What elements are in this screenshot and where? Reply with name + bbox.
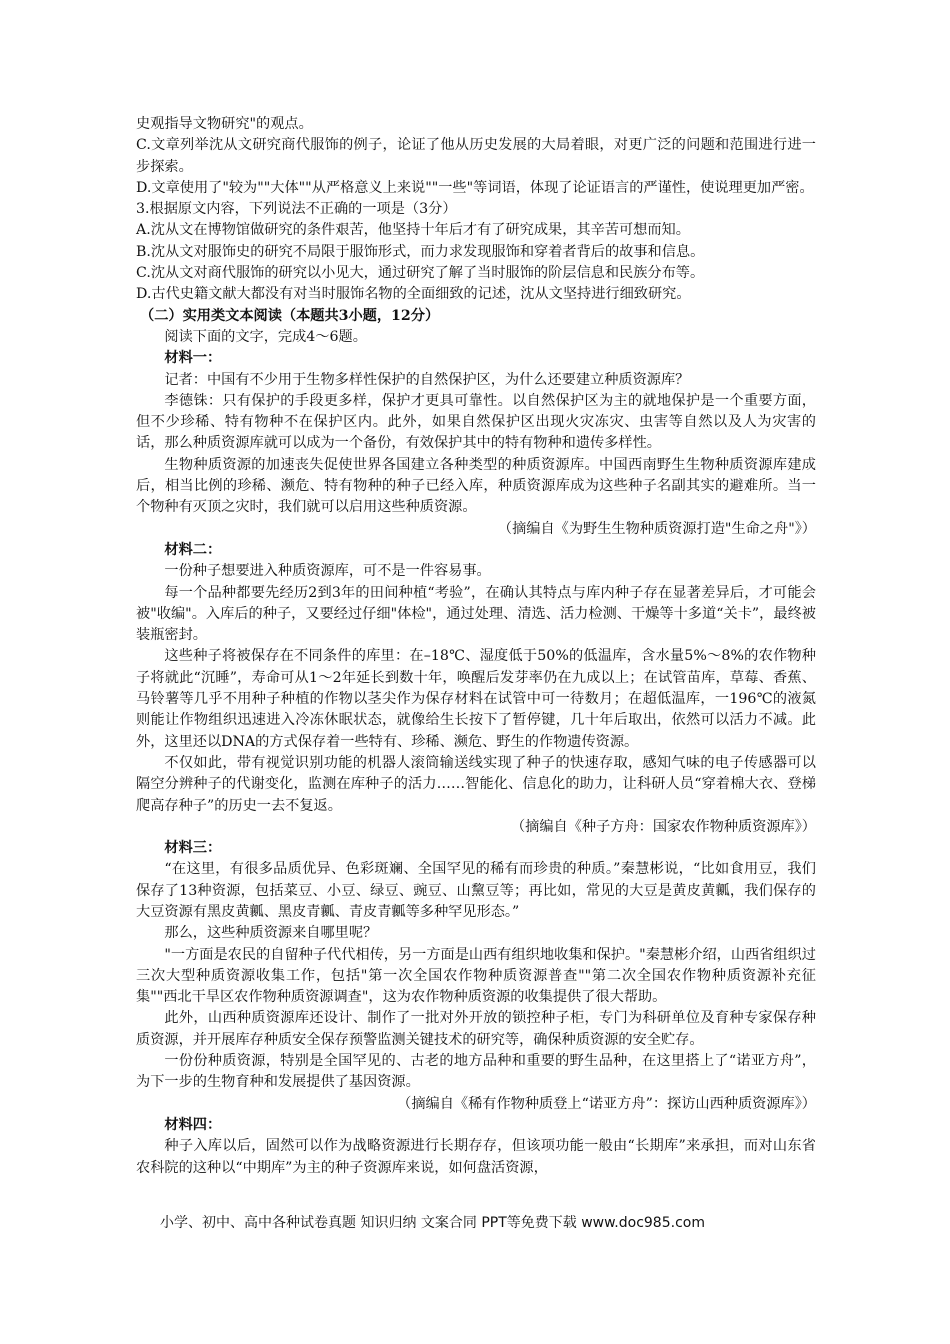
material-3-paragraph: “在这里，有很多品质优异、色彩斑斓、全国罕见的稀有而珍贵的种质。”秦慧彬说，“比如食用豆，我们保存了13种资源，包括菜豆、小豆、绿豆、豌豆、山黧豆等；再比如，常见的大豆是黄皮黄瓤，我们保存的大豆资源有黑皮黄瓤、黑皮青瓤、青皮青瓤等多种罕见形态。” [136,861,816,920]
material-3-paragraph: "一方面是农民的自留种子代代相传，另一方面是山西有组织地收集和保护。"秦慧彬介绍，山西省组织过三次大型种质资源收集工作，包括"第一次全国农作物种质资源普查""第二次全国农作物种质资源补充征集""西北干旱区农作物种质资源调查"，这为农作物种质资源的收集提供了很大帮助。 [136,946,816,1006]
material-2-label: 材料二： [164,541,222,558]
material-2-paragraph: 不仅如此，带有视觉识别功能的机器人滚筒输送线实现了种子的快速存取，感知气味的电子传感器可以隔空分辨种子的代谢变化，监测在库种子的活力……智能化、信息化的助力，让科研人员“穿着棉大衣、登梯爬高存种子”的历史一去不复返。 [136,754,816,814]
material-1-label: 材料一： [164,350,222,367]
material-3-paragraph: 此外，山西种质资源库还设计、制作了一批对外开放的锁控种子柜，专门为科研单位及育种专家保存种质资源，并开展库存种质安全保存预警监测关键技术的研究等，确保种质资源的安全贮存。 [136,1010,816,1048]
material-2-paragraph: 每一个品种都要先经历2到3年的田间种植“考验”，在确认其特点与库内种子存在显著差异后，才可能会被"收编"。入库后的种子，又要经过仔细"体检"，通过处理、清选、活力检测、干燥等十多道“关卡”，最终被装瓶密封。 [136,584,816,644]
material-2-source: （摘编自《种子方舟：国家农作物种质资源库》） [510,818,816,835]
material-3-source: （摘编自《稀有作物种质登上“诺亚方舟”：探访山西种质资源库》） [397,1095,816,1112]
question-3-option-c: C.沈从文对商代服饰的研究以小见大，通过研究了解了当时服饰的阶层信息和民族分布等。 [136,265,705,282]
material-4-paragraph: 种子入库以后，固然可以作为战略资源进行长期存存，但该项功能一般由“长期库”来承担，而对山东省农科院的这种以“中期库”为主的种子资源库来说，如何盘活资源， [136,1138,816,1176]
section-2-instruction: 阅读下面的文字，完成4～6题。 [164,328,367,345]
question-3-stem: 3.根据原文内容，下列说法不正确的一项是（3分） [136,201,457,218]
material-2-paragraph: 这些种子将被保存在不同条件的库里：在–18℃、湿度低于50%的低温库，含水量5%～8%的农作物种子将就此“沉睡”，寿命可从1～2年延长到数十年，唤醒后发芽率仍在九成以上；在试管苗库，草莓、香蕉、马铃薯等几乎不用种子种植的作物以茎尖作为保存材料在试管中可一待数月；在超低温库，一196℃的液氮则能让作物组织迅速进入冷冻休眠状态，就像给生长按下了暂停键，几十年后取出，依然可以活力不减。此外，这里还以DNA的方式保存着一些特有、珍稀、濒危、野生的作物遗传资源。 [136,648,816,750]
material-4-label: 材料四： [164,1116,222,1133]
material-1-paragraph: 生物种质资源的加速丧失促使世界各国建立各种类型的种质资源库。中国西南野生生物种质资源库建成后，相当比例的珍稀、濒危、特有物种的种子已经入库，种质资源库成为这些种子名副其实的避难所。当一个物种有灭顶之灾时，我们就可以启用这些种质资源。 [136,456,816,516]
material-1-source: （摘编自《为野生生物种质资源打造"生命之舟"》） [497,520,816,537]
question-3-option-d: D.古代史籍文献大都没有对当时服饰名物的全面细致的记述，沈从文坚持进行细致研究。 [136,286,691,303]
material-3-label: 材料三： [164,840,222,857]
page-footer: 小学、初中、高中各种试卷真题 知识归纳 文案合同 PPT等免费下载 www.doc985.com [160,1215,705,1231]
section-2-title: （二）实用类文本阅读（本题共3小题，12分） [140,307,440,324]
material-3-paragraph: 那么，这些种质资源来自哪里呢？ [164,925,378,942]
material-1-paragraph: 记者：中国有不少用于生物多样性保护的自然保护区，为什么还要建立种质资源库？ [164,371,690,388]
question-3-option-a: A.沈从文在博物馆做研究的条件艰苦，他坚持十年后才有了研究成果，其辛苦可想而知。 [136,222,690,239]
option-b-continued: 史观指导文物研究"的观点。 [136,116,313,132]
option-d: D.文章使用了"较为""大体""从严格意义上来说""一些"等词语，体现了论证语言的严谨性，使说理更加严密。 [136,179,814,196]
question-3-option-b: B.沈从文对服饰史的研究不局限于服饰形式，而力求发现服饰和穿着者背后的故事和信息。 [136,243,705,260]
material-3-paragraph: 一份份种质资源，特别是全国罕见的、古老的地方品种和重要的野生品种，在这里搭上了“诺亚方舟”，为下一步的生物育种和发展提供了基因资源。 [136,1053,816,1091]
option-c: C.文章列举沈从文研究商代服饰的例子，论证了他从历史发展的大局着眼，对更广泛的问题和范围进行进一步探索。 [136,137,816,175]
material-1-paragraph: 李德铢：只有保护的手段更多样，保护才更具可靠性。以自然保护区为主的就地保护是一个重要方面，但不少珍稀、特有物种不在保护区内。此外，如果自然保护区出现火灾冻灾、虫害等自然以及人为灾害的话，那么种质资源库就可以成为一个备份，有效保护其中的特有物种和遗传多样性。 [136,392,816,452]
document-page [136,114,816,1179]
material-2-paragraph: 一份种子想要进入种质资源库，可不是一件容易事。 [164,563,491,580]
